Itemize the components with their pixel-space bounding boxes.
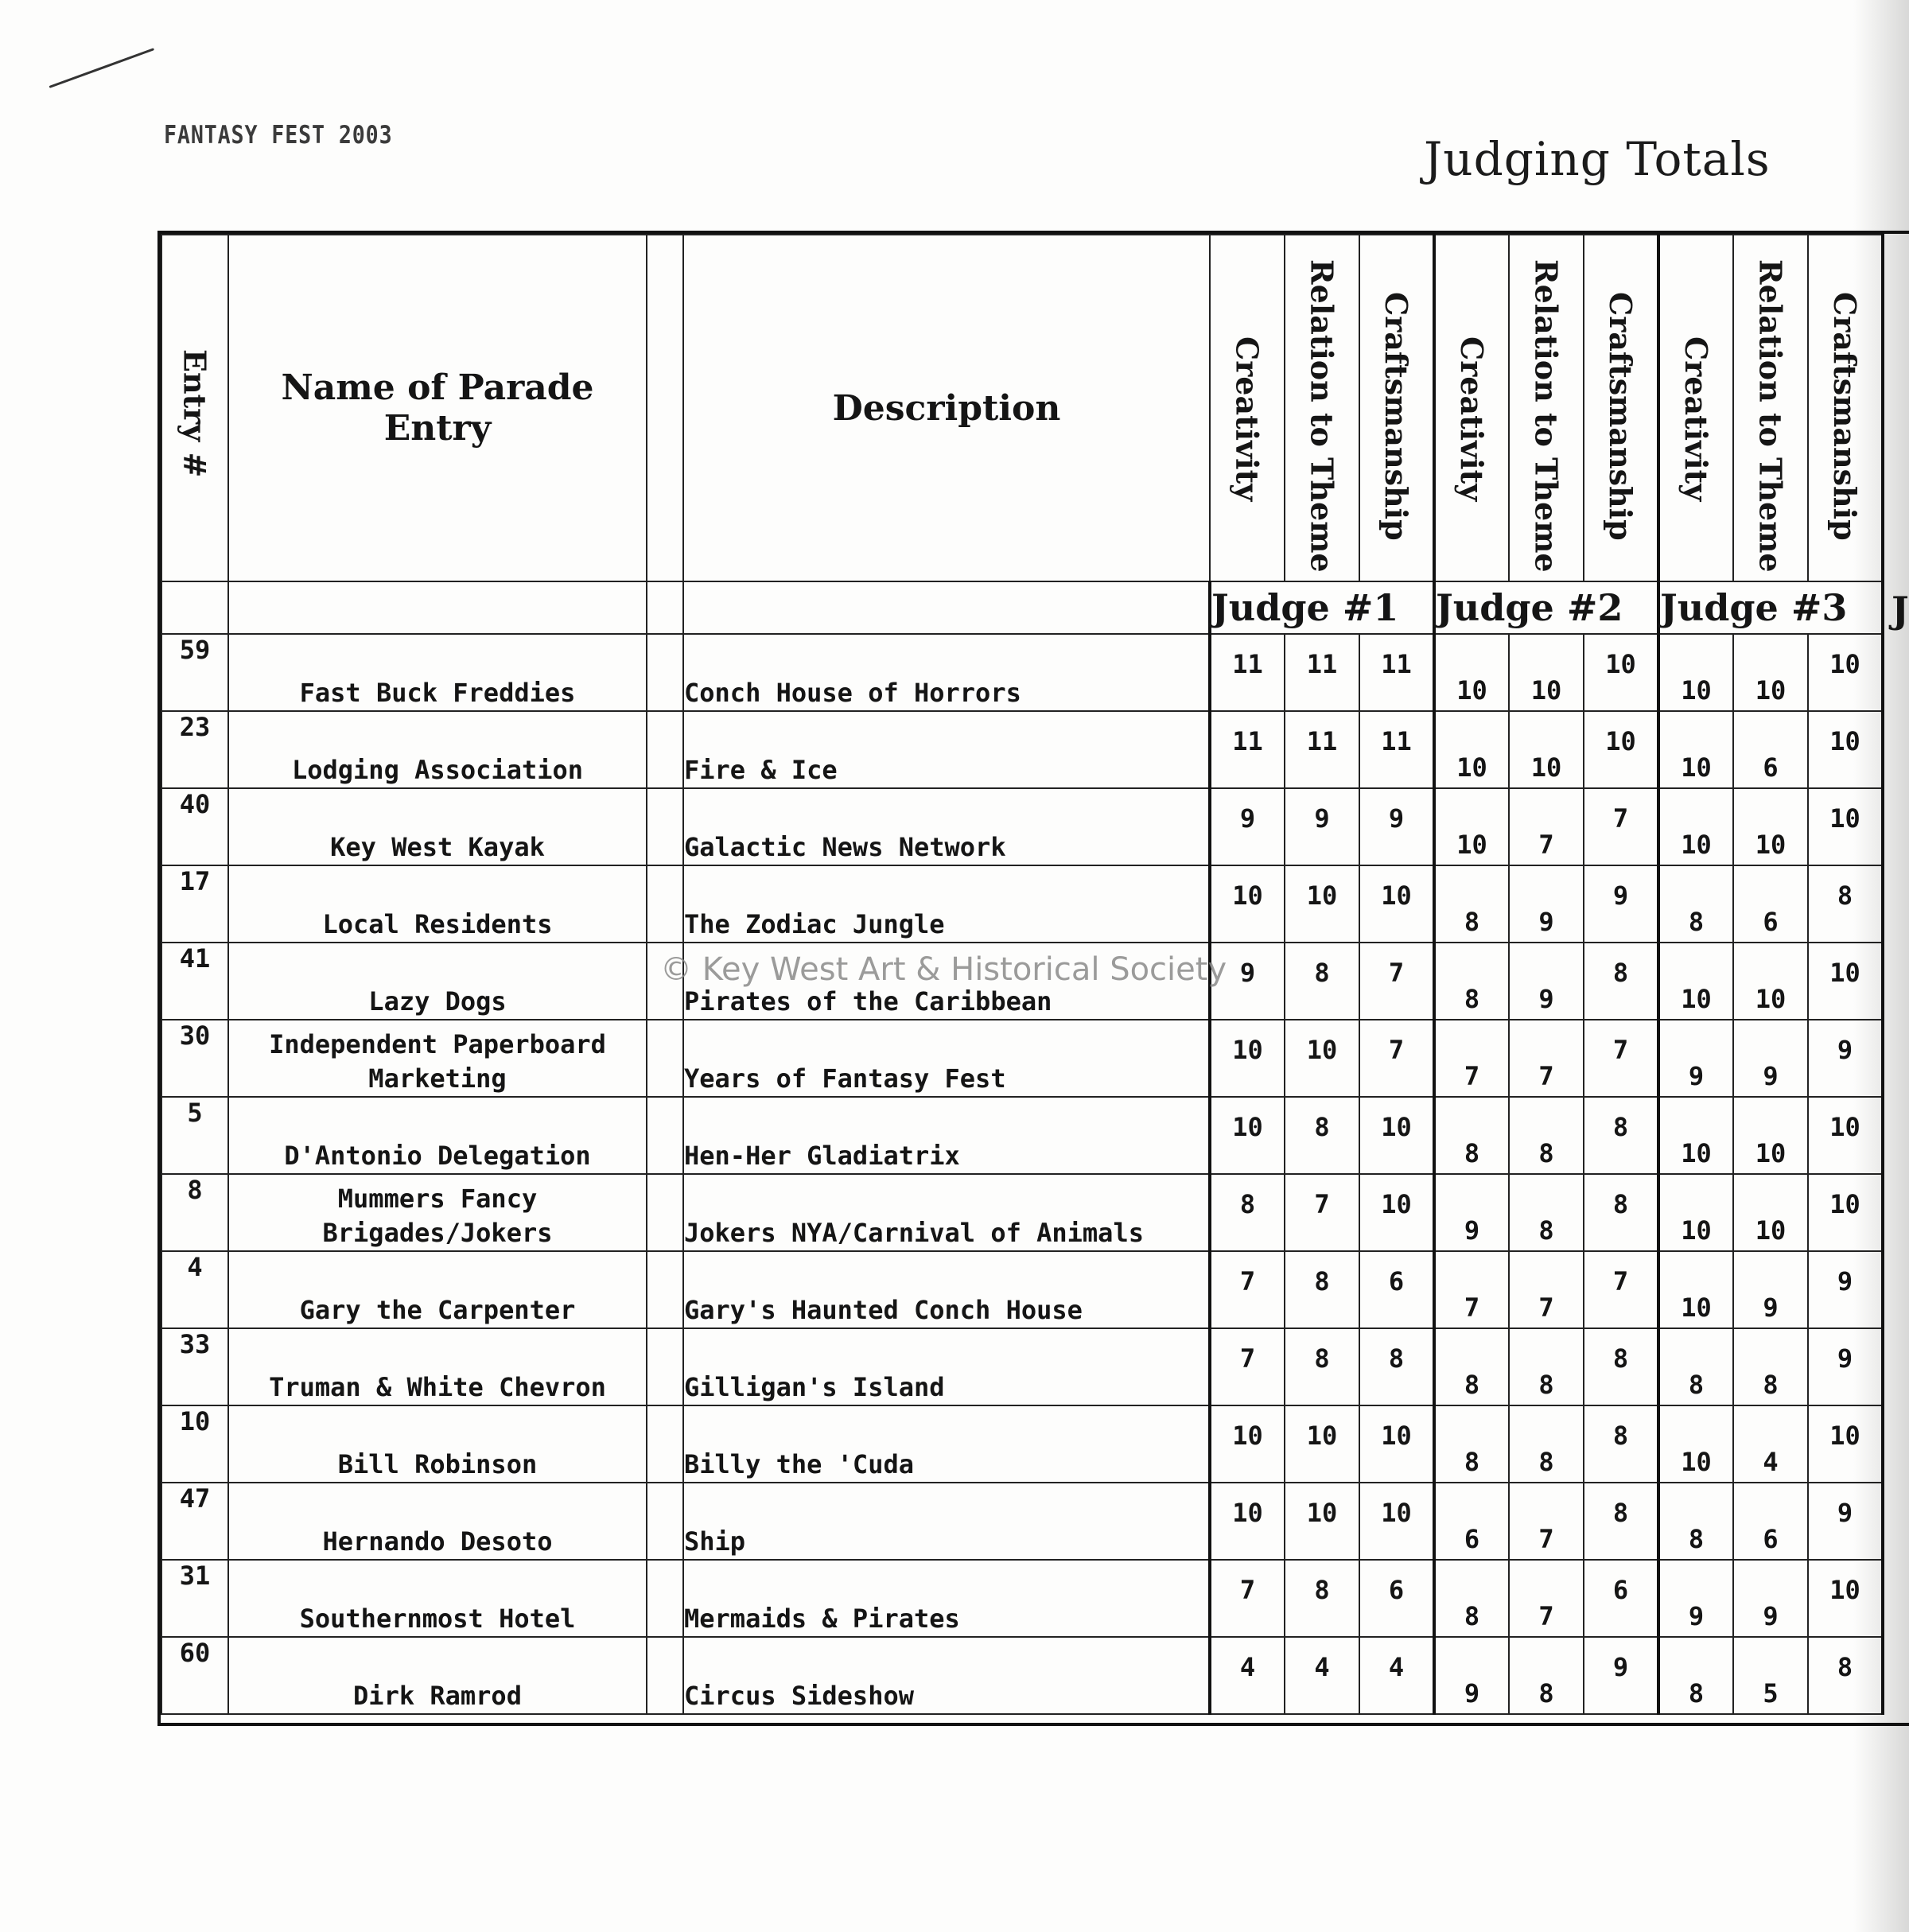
score-cell: 7: [1434, 1020, 1509, 1097]
score-cell: 10: [1434, 634, 1509, 711]
score-cell: 11: [1285, 711, 1359, 788]
table-row: [161, 1637, 1883, 1714]
spacer-cell: [647, 711, 683, 788]
score-cell: 10: [1658, 1097, 1733, 1174]
score-cell: 7: [1359, 943, 1434, 1020]
score-cell: 7: [1210, 1560, 1285, 1637]
entry-name: Fast Buck Freddies: [228, 634, 647, 711]
score-cell: 4: [1733, 1405, 1808, 1483]
score-cell: 10: [1658, 1251, 1733, 1328]
entry-name: Local Residents: [228, 865, 647, 943]
entry-description: Billy the 'Cuda: [683, 1405, 1210, 1483]
spacer-cell: [647, 1405, 683, 1483]
judge-3-label: Judge #3: [1658, 581, 1883, 634]
score-cell: 7: [1509, 1560, 1584, 1637]
score-cell: 10: [1359, 865, 1434, 943]
score-cell: 4: [1210, 1637, 1285, 1714]
spacer-cell: [647, 1637, 683, 1714]
score-cell: 7: [1210, 1251, 1285, 1328]
table-row: [161, 1483, 1883, 1560]
score-cell: 10: [1210, 1020, 1285, 1097]
score-cell: 9: [1434, 1174, 1509, 1251]
entry-number: 47: [161, 1483, 228, 1560]
score-cell: 10: [1808, 1560, 1883, 1637]
score-cell: 8: [1658, 865, 1733, 943]
score-cell: 10: [1359, 1405, 1434, 1483]
score-cell: 9: [1584, 865, 1658, 943]
score-cell: 10: [1359, 1174, 1434, 1251]
table-row: [161, 634, 1883, 711]
score-cell: 10: [1733, 1174, 1808, 1251]
description-header: Description: [683, 235, 1210, 581]
score-cell: 7: [1584, 1251, 1658, 1328]
entry-name: Lodging Association: [228, 711, 647, 788]
score-cell: 10: [1584, 711, 1658, 788]
score-cell: 10: [1210, 1483, 1285, 1560]
entry-description: Galactic News Network: [683, 788, 1210, 865]
empty-cell: [683, 581, 1210, 634]
score-cell: 7: [1434, 1251, 1509, 1328]
entry-number: 4: [161, 1251, 228, 1328]
spacer-cell: [647, 1174, 683, 1251]
score-cell: 10: [1359, 1097, 1434, 1174]
table-row: [161, 711, 1883, 788]
header-row: [161, 235, 1883, 581]
score-cell: 9: [1658, 1560, 1733, 1637]
entry-name: Dirk Ramrod: [228, 1637, 647, 1714]
score-cell: 11: [1359, 711, 1434, 788]
entry-name: D'Antonio Delegation: [228, 1097, 647, 1174]
score-cell: 10: [1210, 1405, 1285, 1483]
score-cell: 10: [1808, 1097, 1883, 1174]
score-cell: 6: [1434, 1483, 1509, 1560]
score-cell: 9: [1808, 1020, 1883, 1097]
spacer-cell: [647, 1097, 683, 1174]
score-cell: 8: [1584, 943, 1658, 1020]
score-cell: 9: [1509, 865, 1584, 943]
score-cell: 10: [1733, 788, 1808, 865]
score-cell: 10: [1808, 1405, 1883, 1483]
entry-name: Key West Kayak: [228, 788, 647, 865]
score-cell: 8: [1584, 1174, 1658, 1251]
criterion-header: Craftsmanship: [1584, 235, 1658, 581]
score-cell: 9: [1434, 1637, 1509, 1714]
score-cell: 8: [1434, 943, 1509, 1020]
score-cell: 4: [1359, 1637, 1434, 1714]
judge-row: [161, 581, 1883, 634]
table-row: [161, 1405, 1883, 1483]
score-cell: 11: [1359, 634, 1434, 711]
score-cell: 8: [1434, 1097, 1509, 1174]
table-row: [161, 1097, 1883, 1174]
score-cell: 10: [1658, 1405, 1733, 1483]
score-cell: 8: [1509, 1174, 1584, 1251]
event-brand: FANTASY FEST 2003: [164, 121, 393, 150]
entry-number-header: Entry #: [161, 235, 228, 581]
score-cell: 8: [1285, 1560, 1359, 1637]
entry-description: The Zodiac Jungle: [683, 865, 1210, 943]
score-cell: 8: [1359, 1328, 1434, 1405]
score-cell: 10: [1808, 711, 1883, 788]
entry-description: Fire & Ice: [683, 711, 1210, 788]
score-cell: 6: [1584, 1560, 1658, 1637]
score-cell: 8: [1808, 1637, 1883, 1714]
entry-description: Years of Fantasy Fest: [683, 1020, 1210, 1097]
score-cell: 8: [1285, 1251, 1359, 1328]
score-cell: 9: [1808, 1251, 1883, 1328]
cut-off-judge-label: J: [1892, 589, 1909, 632]
score-cell: 9: [1509, 943, 1584, 1020]
spacer-cell: [647, 788, 683, 865]
score-cell: 8: [1584, 1097, 1658, 1174]
empty-cell: [161, 581, 228, 634]
score-cell: 6: [1733, 865, 1808, 943]
table-row: [161, 1560, 1883, 1637]
score-cell: 8: [1658, 1637, 1733, 1714]
entry-name: Truman & White Chevron: [228, 1328, 647, 1405]
score-cell: 8: [1285, 1328, 1359, 1405]
score-cell: 6: [1359, 1560, 1434, 1637]
score-cell: 8: [1658, 1328, 1733, 1405]
score-cell: 10: [1285, 1405, 1359, 1483]
entry-number: 10: [161, 1405, 228, 1483]
table-row: [161, 1251, 1883, 1328]
score-cell: 7: [1509, 1483, 1584, 1560]
score-cell: 10: [1359, 1483, 1434, 1560]
score-cell: 10: [1733, 943, 1808, 1020]
judge-2-label: Judge #2: [1434, 581, 1658, 634]
score-cell: 8: [1434, 1560, 1509, 1637]
score-cell: 7: [1359, 1020, 1434, 1097]
score-cell: 10: [1808, 1174, 1883, 1251]
entry-description: Hen-Her Gladiatrix: [683, 1097, 1210, 1174]
table-row: [161, 788, 1883, 865]
criterion-header: Craftsmanship: [1808, 235, 1883, 581]
table-row: [161, 1020, 1883, 1097]
score-cell: 8: [1509, 1097, 1584, 1174]
entry-number: 8: [161, 1174, 228, 1251]
score-cell: 8: [1509, 1405, 1584, 1483]
table-row: [161, 1328, 1883, 1405]
score-cell: 10: [1285, 865, 1359, 943]
score-cell: 10: [1658, 943, 1733, 1020]
score-cell: 8: [1434, 865, 1509, 943]
page-title: Judging Totals: [1424, 132, 1771, 186]
score-cell: 10: [1808, 788, 1883, 865]
spacer-cell: [647, 634, 683, 711]
entries-body: [161, 634, 1883, 1714]
criterion-header: Creativity: [1434, 235, 1509, 581]
criterion-header: Relation to Theme: [1285, 235, 1359, 581]
entry-name: Lazy Dogs: [228, 943, 647, 1020]
score-cell: 7: [1210, 1328, 1285, 1405]
entry-name: Bill Robinson: [228, 1405, 647, 1483]
score-cell: 8: [1584, 1405, 1658, 1483]
entry-number: 59: [161, 634, 228, 711]
entry-number: 60: [161, 1637, 228, 1714]
entry-description: Ship: [683, 1483, 1210, 1560]
score-cell: 10: [1434, 788, 1509, 865]
score-cell: 8: [1210, 1174, 1285, 1251]
entry-number: 33: [161, 1328, 228, 1405]
entry-number: 30: [161, 1020, 228, 1097]
score-cell: 10: [1658, 1174, 1733, 1251]
score-cell: 9: [1808, 1328, 1883, 1405]
score-cell: 9: [1808, 1483, 1883, 1560]
score-cell: 8: [1434, 1405, 1509, 1483]
judge-1-label: Judge #1: [1210, 581, 1434, 634]
score-cell: 10: [1285, 1020, 1359, 1097]
table-row: [161, 865, 1883, 943]
score-cell: 9: [1285, 788, 1359, 865]
entry-number: 5: [161, 1097, 228, 1174]
score-cell: 8: [1584, 1328, 1658, 1405]
score-cell: 9: [1733, 1251, 1808, 1328]
spacer-cell: [647, 1483, 683, 1560]
watermark: © Key West Art & Historical Society: [660, 951, 1227, 988]
score-cell: 11: [1210, 711, 1285, 788]
score-cell: 10: [1509, 711, 1584, 788]
entry-name-header: Name of Parade Entry: [228, 235, 647, 581]
entry-description: Pirates of the Caribbean: [683, 943, 1210, 1020]
score-cell: 11: [1285, 634, 1359, 711]
score-cell: 7: [1509, 788, 1584, 865]
empty-cell: [228, 581, 647, 634]
score-cell: 9: [1584, 1637, 1658, 1714]
score-cell: 11: [1210, 634, 1285, 711]
score-cell: 10: [1434, 711, 1509, 788]
criterion-header: Craftsmanship: [1359, 235, 1434, 581]
score-cell: 8: [1509, 1328, 1584, 1405]
spacer-cell: [647, 1328, 683, 1405]
criterion-header: Creativity: [1658, 235, 1733, 581]
score-cell: 8: [1808, 865, 1883, 943]
criterion-header: Relation to Theme: [1509, 235, 1584, 581]
score-cell: 10: [1733, 634, 1808, 711]
score-cell: 10: [1808, 634, 1883, 711]
score-cell: 5: [1733, 1637, 1808, 1714]
score-cell: 7: [1584, 788, 1658, 865]
score-cell: 4: [1285, 1637, 1359, 1714]
entry-description: Conch House of Horrors: [683, 634, 1210, 711]
entry-description: Jokers NYA/Carnival of Animals: [683, 1174, 1210, 1251]
entry-name: Independent Paperboard Marketing: [228, 1020, 647, 1097]
score-cell: 8: [1658, 1483, 1733, 1560]
score-cell: 8: [1584, 1483, 1658, 1560]
spacer-cell: [647, 865, 683, 943]
score-cell: 7: [1285, 1174, 1359, 1251]
score-cell: 9: [1733, 1560, 1808, 1637]
criterion-header: Relation to Theme: [1733, 235, 1808, 581]
score-cell: 10: [1658, 788, 1733, 865]
entry-name: Southernmost Hotel: [228, 1560, 647, 1637]
spacer-cell: [647, 1560, 683, 1637]
spacer-header: [647, 235, 683, 581]
score-cell: 10: [1509, 634, 1584, 711]
entry-name: Hernando Desoto: [228, 1483, 647, 1560]
score-cell: 6: [1733, 1483, 1808, 1560]
entry-number: 41: [161, 943, 228, 1020]
score-cell: 8: [1285, 943, 1359, 1020]
score-cell: 7: [1509, 1251, 1584, 1328]
score-cell: 10: [1285, 1483, 1359, 1560]
spacer-cell: [647, 1251, 683, 1328]
entry-description: Gary's Haunted Conch House: [683, 1251, 1210, 1328]
entry-number: 23: [161, 711, 228, 788]
score-cell: 8: [1509, 1637, 1584, 1714]
entry-description: Gilligan's Island: [683, 1328, 1210, 1405]
score-cell: 9: [1359, 788, 1434, 865]
entry-number: 31: [161, 1560, 228, 1637]
table-row: [161, 1174, 1883, 1251]
entry-description: Circus Sideshow: [683, 1637, 1210, 1714]
entry-name: Gary the Carpenter: [228, 1251, 647, 1328]
score-cell: 6: [1359, 1251, 1434, 1328]
pen-mark: [49, 48, 154, 88]
entry-number: 17: [161, 865, 228, 943]
entry-number: 40: [161, 788, 228, 865]
score-cell: 8: [1285, 1097, 1359, 1174]
entry-description: Mermaids & Pirates: [683, 1560, 1210, 1637]
score-cell: 7: [1584, 1020, 1658, 1097]
entry-name: Mummers Fancy Brigades/Jokers: [228, 1174, 647, 1251]
empty-cell: [647, 581, 683, 634]
score-cell: 9: [1210, 788, 1285, 865]
score-cell: 10: [1584, 634, 1658, 711]
score-cell: 10: [1210, 1097, 1285, 1174]
criterion-header: Creativity: [1210, 235, 1285, 581]
score-cell: 10: [1210, 865, 1285, 943]
score-cell: 9: [1210, 943, 1285, 1020]
score-cell: 10: [1658, 634, 1733, 711]
score-cell: 9: [1658, 1020, 1733, 1097]
spacer-cell: [647, 1020, 683, 1097]
score-cell: 8: [1434, 1328, 1509, 1405]
score-cell: 6: [1733, 711, 1808, 788]
score-cell: 10: [1808, 943, 1883, 1020]
score-cell: 9: [1733, 1020, 1808, 1097]
score-cell: 10: [1658, 711, 1733, 788]
score-cell: 7: [1509, 1020, 1584, 1097]
score-cell: 8: [1733, 1328, 1808, 1405]
score-cell: 10: [1733, 1097, 1808, 1174]
